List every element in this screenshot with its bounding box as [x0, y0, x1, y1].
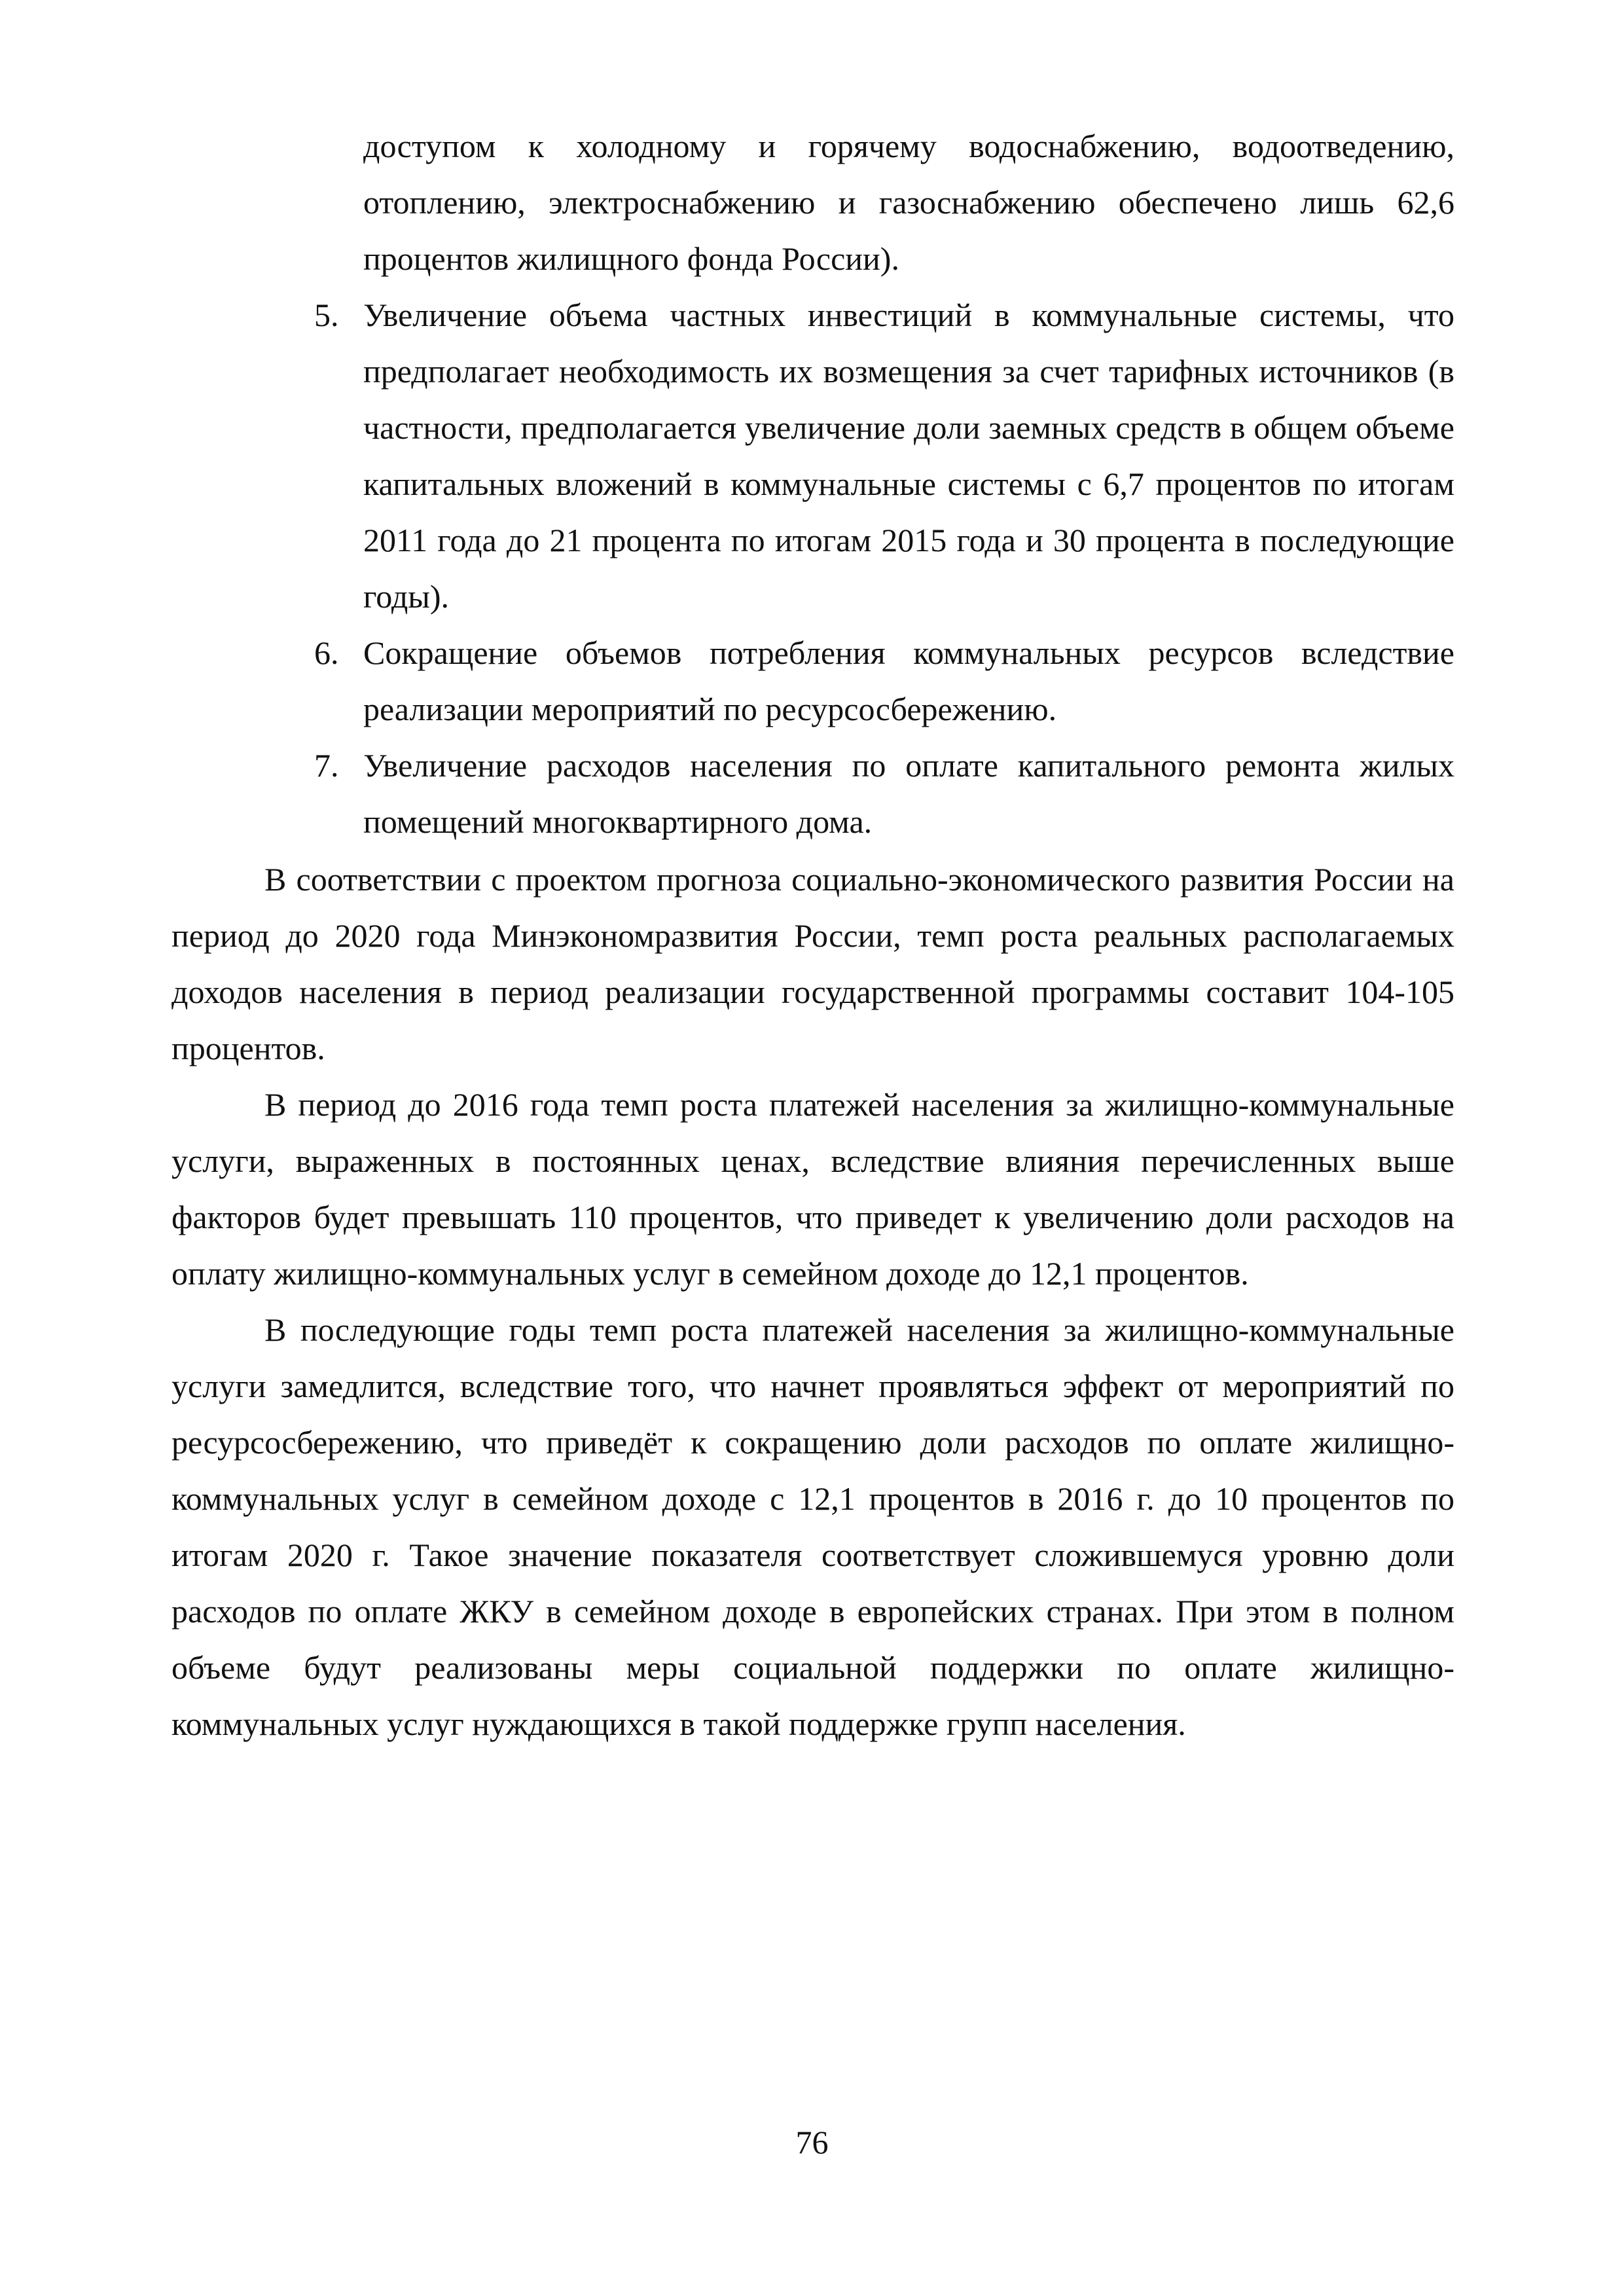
page-number: 76 [795, 2124, 829, 2160]
list-item-number: 6. [314, 634, 339, 671]
list-item-text: доступом к холодному и горячему водоснабжению, водоотведению, отоплению, электроснабжению и газоснабжению обеспечено лишь 62,6 процентов жилищного фонда России). [363, 128, 1454, 277]
list-item-text: Увеличение объема частных инвестиций в коммунальные системы, что предполагает необходимость их возмещения за счет тарифных источников (в частности, предполагается увеличение доли заемных средств в общем объеме капитальных вложений в коммунальные системы с 6,7 процентов по итогам 2011 года до 21 процента по итогам 2015 года и 30 процента в последующие годы). [363, 297, 1454, 615]
list-item-number: 7. [314, 747, 339, 784]
list-item-number: 5. [314, 297, 339, 333]
paragraph-group [171, 1302, 1454, 1752]
numbered-list [302, 118, 1454, 850]
paragraph-until-2016: В период до 2016 года темп роста платежей населения за жилищно-коммунальные услуги, выраженных в постоянных ценах, вследствие влияния перечисленных выше факторов будет превышать 110 процентов, что приведет к увеличению доли расходов на оплату жилищно-коммунальных услуг в семейном доходе до 12,1 процентов. [171, 1086, 1454, 1292]
list-item-text: Сокращение объемов потребления коммунальных ресурсов вследствие реализации мероприятий по ресурсосбережению. [363, 634, 1454, 727]
list-item-6 [302, 625, 1454, 737]
paragraph-subsequent-years: В последующие годы темп роста платежей населения за жилищно-коммунальные услуги замедлится, вследствие того, что начнет проявляться эффект от мероприятий по ресурсосбережению, что приведёт к сокращению доли расходов по оплате жилищно-коммунальных услуг в семейном доходе с 12,1 процентов в 2016 г. до 10 процентов по итогам 2020 г. Такое значение показателя соответствует сложившемуся уровню доли расходов по оплате ЖКУ в семейном доходе в европейских странах. При этом в полном объеме будут реализованы меры социальной поддержки по оплате жилищно-коммунальных услуг нуждающихся в такой поддержке групп населения. [171, 1311, 1454, 1742]
list-item-5 [302, 287, 1454, 625]
list-item-text: Увеличение расходов населения по оплате капитального ремонта жилых помещений многоквартирного дома. [363, 747, 1454, 840]
paragraph-forecast: В соответствии с проектом прогноза социально-экономического развития России на период до 2020 года Минэкономразвития России, темп роста реальных располагаемых доходов населения в период реализации государственной программы составит 104-105 процентов. [171, 861, 1454, 1066]
paragraph-group [171, 851, 1454, 1076]
list-item-continuation [302, 118, 1454, 287]
paragraph-group [171, 1076, 1454, 1302]
list-item-7 [302, 737, 1454, 850]
